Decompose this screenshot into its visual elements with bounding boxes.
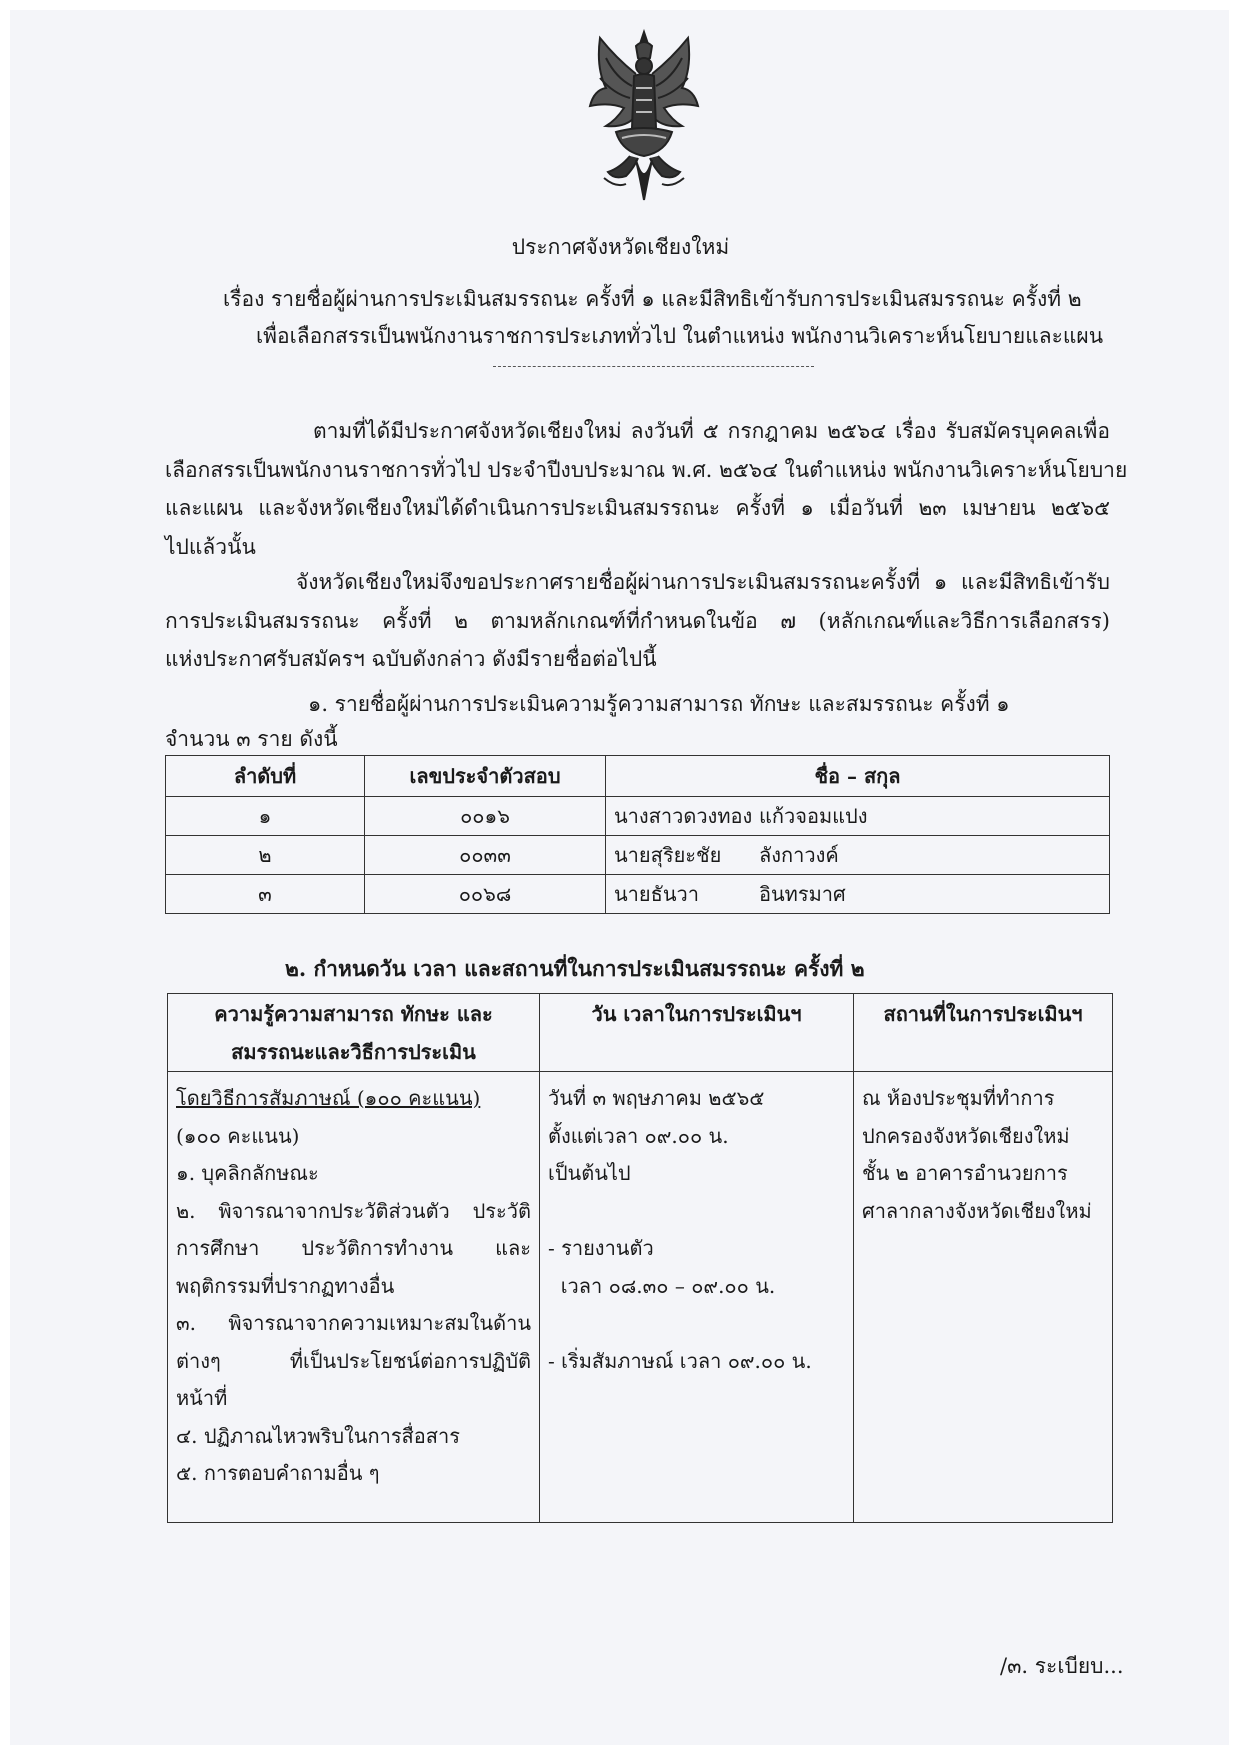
table-header bbox=[168, 994, 540, 1072]
paragraph-1-line: และแผน และจังหวัดเชียงใหม่ได้ดำเนินการประเมินสมรรถนะ ครั้งที่ ๑ เมื่อวันที่ ๒๓ เมษายน ๒๕๖๕ bbox=[165, 496, 1110, 520]
method-title: โดยวิธีการสัมภาษณ์ (๑๐๐ คะแนน) bbox=[176, 1086, 481, 1110]
location-line: ณ ห้องประชุมที่ทำการ bbox=[862, 1086, 1055, 1110]
paragraph-1-line: ตามที่ได้มีประกาศจังหวัดเชียงใหม่ ลงวันที่ ๕ กรกฎาคม ๒๕๖๔ เรื่อง รับสมัครบุคคลเพื่อ bbox=[313, 419, 1110, 443]
paragraph-1 bbox=[165, 412, 1128, 566]
schedule-line: เวลา ๐๘.๓๐ – ๐๙.๐๐ น. bbox=[548, 1273, 776, 1298]
garuda-emblem-icon bbox=[586, 28, 702, 204]
table-header: ลำดับที่ bbox=[166, 756, 365, 797]
table-header: เลขประจำตัวสอบ bbox=[365, 756, 606, 797]
passed-candidates-table bbox=[165, 755, 1110, 914]
location-cell bbox=[854, 1072, 1113, 1523]
schedule-line: วันที่ ๓ พฤษภาคม ๒๕๖๕ bbox=[548, 1086, 765, 1110]
schedule-cell bbox=[540, 1072, 854, 1523]
table-header-row bbox=[168, 994, 1113, 1072]
paragraph-1-line: เลือกสรรเป็นพนักงานราชการทั่วไป ประจำปีงบประมาณ พ.ศ. ๒๕๖๔ ในตำแหน่ง พนักงานวิเคราะห์นโยบาย bbox=[165, 457, 1128, 482]
candidate-name bbox=[606, 797, 1110, 836]
exam-id: ๐๐๓๓ bbox=[365, 836, 606, 875]
criteria-line: ต่างๆ ที่เป็นประโยชน์ต่อการปฏิบัติ bbox=[176, 1348, 531, 1373]
criteria-line: ๓. พิจารณาจากความเหมาะสมในด้าน bbox=[176, 1311, 531, 1335]
exam-id: ๐๐๖๘ bbox=[365, 875, 606, 914]
criteria-line: หน้าที่ bbox=[176, 1386, 228, 1410]
schedule-line bbox=[548, 1305, 845, 1343]
table-row bbox=[166, 875, 1110, 914]
subject-line-1: เรื่อง รายชื่อผู้ผ่านการประเมินสมรรถนะ ครั้งที่ ๑ และมีสิทธิเข้ารับการประเมินสมรรถนะ ครั้งที่ ๒ bbox=[223, 287, 1082, 311]
criteria-line: พฤติกรรมที่ปรากฏทางอื่น bbox=[176, 1273, 395, 1298]
table-row bbox=[166, 836, 1110, 875]
header-line: ความรู้ความสามารถ ทักษะ และ bbox=[214, 1002, 493, 1026]
criteria-line: ๑. บุคลิกลักษณะ bbox=[176, 1161, 319, 1185]
paragraph-2-line: การประเมินสมรรถนะ ครั้งที่ ๒ ตามหลักเกณฑ์ที่กำหนดในข้อ ๗ (หลักเกณฑ์และวิธีการเลือกสรร) bbox=[165, 608, 1110, 633]
schedule-line: เป็นต้นไป bbox=[548, 1161, 631, 1185]
table-header: วัน เวลาในการประเมินฯ bbox=[540, 994, 854, 1072]
criteria-line: ๒. พิจารณาจากประวัติส่วนตัว ประวัติ bbox=[176, 1198, 531, 1223]
table-row bbox=[166, 797, 1110, 836]
subject-line-2: เพื่อเลือกสรรเป็นพนักงานราชการประเภททั่วไป ในตำแหน่ง พนักงานวิเคราะห์นโยบายและแผน bbox=[256, 324, 1104, 348]
row-number: ๒ bbox=[166, 836, 365, 875]
row-number: ๑ bbox=[166, 797, 365, 836]
title-divider bbox=[493, 366, 814, 367]
schedule-line: ตั้งแต่เวลา ๐๙.๐๐ น. bbox=[548, 1123, 729, 1148]
table-header: ชื่อ – สกุล bbox=[606, 756, 1110, 797]
schedule-line: - รายงานตัว bbox=[548, 1236, 654, 1260]
exam-id: ๐๐๑๖ bbox=[365, 797, 606, 836]
table-row bbox=[168, 1072, 1113, 1523]
table-header: สถานที่ในการประเมินฯ bbox=[854, 994, 1113, 1072]
next-page-indicator: /๓. ระเบียบ... bbox=[1000, 1654, 1124, 1678]
last-name: แก้วจอมแปง bbox=[759, 804, 868, 828]
row-number: ๓ bbox=[166, 875, 365, 914]
criteria-line: การศึกษา ประวัติการทำงาน และ bbox=[176, 1236, 531, 1260]
paragraph-2 bbox=[165, 563, 1110, 679]
section-1-line-2: จำนวน ๓ ราย ดังนี้ bbox=[165, 727, 338, 751]
location-line: ปกครองจังหวัดเชียงใหม่ bbox=[862, 1123, 1070, 1148]
schedule-line bbox=[548, 1193, 845, 1231]
paragraph-2-line: จังหวัดเชียงใหม่จึงขอประกาศรายชื่อผู้ผ่านการประเมินสมรรถนะครั้งที่ ๑ และมีสิทธิเข้ารับ bbox=[296, 570, 1110, 594]
location-line: ชั้น ๒ อาคารอำนวยการ bbox=[862, 1161, 1068, 1185]
first-name: นายสุริยะชัย bbox=[614, 843, 722, 867]
paragraph-1-line: ไปแล้วนั้น bbox=[165, 534, 256, 559]
assessment-schedule-table bbox=[167, 993, 1113, 1523]
last-name: ลังกาวงค์ bbox=[759, 843, 839, 867]
criteria-line: (๑๐๐ คะแนน) bbox=[176, 1123, 300, 1148]
document-title: ประกาศจังหวัดเชียงใหม่ bbox=[511, 235, 730, 259]
section-1-line-1: ๑. รายชื่อผู้ผ่านการประเมินความรู้ความสามารถ ทักษะ และสมรรถนะ ครั้งที่ ๑ bbox=[308, 692, 1010, 716]
first-name: นางสาวดวงทอง bbox=[614, 804, 753, 828]
table-header-row bbox=[166, 756, 1110, 797]
last-name: อินทรมาศ bbox=[759, 882, 846, 906]
location-line: ศาลากลางจังหวัดเชียงใหม่ bbox=[862, 1198, 1092, 1223]
section-2-heading: ๒. กำหนดวัน เวลา และสถานที่ในการประเมินสมรรถนะ ครั้งที่ ๒ bbox=[285, 956, 865, 981]
candidate-name bbox=[606, 875, 1110, 914]
candidate-name bbox=[606, 836, 1110, 875]
schedule-line: - เริ่มสัมภาษณ์ เวลา ๐๙.๐๐ น. bbox=[548, 1348, 812, 1373]
paragraph-2-line: แห่งประกาศรับสมัครฯ ฉบับดังกล่าว ดังมีรายชื่อต่อไปนี้ bbox=[165, 647, 657, 671]
criteria-line: ๔. ปฏิภาณไหวพริบในการสื่อสาร bbox=[176, 1423, 460, 1448]
first-name: นายธันวา bbox=[614, 882, 699, 906]
assessment-criteria-cell bbox=[168, 1072, 540, 1523]
header-line: สมรรถนะและวิธีการประเมิน bbox=[231, 1039, 476, 1064]
criteria-line: ๕. การตอบคำถามอื่น ๆ bbox=[176, 1461, 380, 1485]
